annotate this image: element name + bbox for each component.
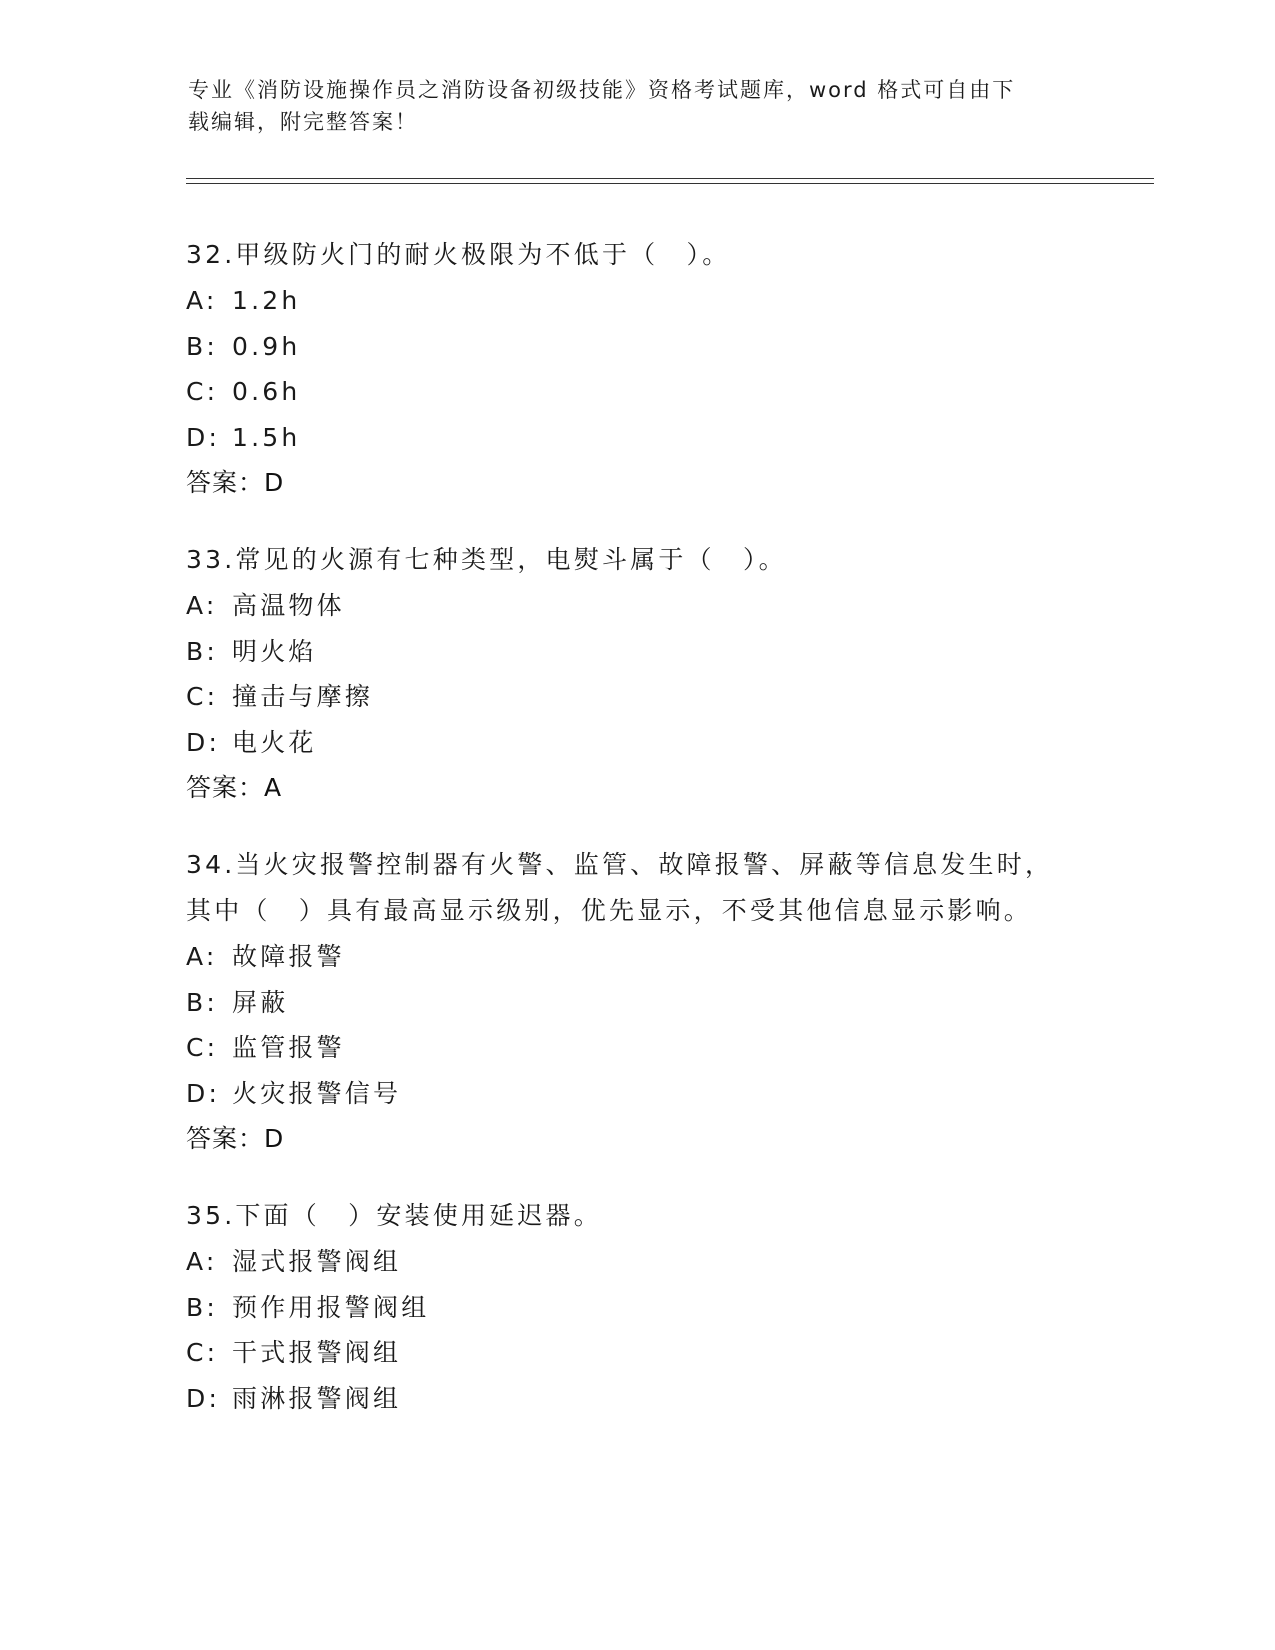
question-title-line-1: 34.当火灾报警控制器有火警、监管、故障报警、屏蔽等信息发生时， — [186, 850, 1054, 879]
option-b — [186, 1285, 1086, 1331]
option-d — [186, 720, 1086, 766]
option-letter: C: — [186, 682, 219, 711]
option-d — [186, 415, 1086, 461]
question-34 — [186, 842, 1086, 1161]
option-letter: D: — [186, 727, 221, 757]
option-text: 1.5h — [232, 422, 301, 452]
option-text: 监管报警 — [232, 1033, 345, 1062]
question-title: 35.下面（ ）安装使用延迟器。 — [186, 1201, 602, 1230]
option-letter: B: — [186, 1292, 218, 1322]
question-35 — [186, 1193, 1086, 1421]
answer-text: 答案：D — [186, 468, 285, 497]
option-text: 撞击与摩擦 — [232, 682, 374, 711]
header-line-2: 载编辑，附完整答案！ — [188, 110, 418, 134]
option-text: 故障报警 — [232, 942, 345, 971]
option-c — [186, 674, 1086, 720]
option-c — [186, 369, 1086, 415]
option-letter: A: — [186, 942, 218, 971]
option-text: 雨淋报警阀组 — [232, 1383, 402, 1413]
option-c — [186, 1025, 1086, 1071]
question-title: 32.甲级防火门的耐火极限为不低于（ ）。 — [186, 240, 731, 269]
option-text: 预作用报警阀组 — [232, 1292, 430, 1322]
option-letter: C: — [186, 1033, 219, 1062]
option-letter: D: — [186, 422, 221, 452]
option-a — [186, 1239, 1086, 1285]
question-list — [186, 232, 1086, 1453]
option-letter: D: — [186, 1383, 221, 1413]
answer-text: 答案：D — [186, 1124, 285, 1153]
option-a — [186, 278, 1086, 324]
option-letter: A: — [186, 286, 218, 315]
option-c — [186, 1330, 1086, 1376]
option-b — [186, 980, 1086, 1026]
option-letter: D: — [186, 1078, 221, 1108]
option-text: 干式报警阀组 — [232, 1338, 402, 1367]
option-letter: B: — [186, 331, 218, 361]
option-letter: C: — [186, 1338, 219, 1367]
document-header — [188, 74, 1088, 138]
option-text: 1.2h — [232, 286, 301, 315]
option-d — [186, 1071, 1086, 1117]
option-b — [186, 629, 1086, 675]
option-text: 高温物体 — [232, 591, 345, 620]
option-text: 0.9h — [232, 331, 301, 361]
option-b — [186, 324, 1086, 370]
question-title: 33.常见的火源有七种类型，电熨斗属于（ ）。 — [186, 545, 787, 574]
option-letter: C: — [186, 377, 219, 406]
option-text: 屏蔽 — [232, 987, 289, 1017]
question-title-line-2: 其中（ ）具有最高显示级别，优先显示，不受其他信息显示影响。 — [186, 896, 1033, 925]
option-a — [186, 934, 1086, 980]
option-letter: B: — [186, 636, 218, 666]
option-text: 明火焰 — [232, 636, 317, 666]
header-divider-bottom — [186, 183, 1154, 184]
option-a — [186, 583, 1086, 629]
answer-text: 答案：A — [186, 773, 283, 802]
question-33 — [186, 537, 1086, 810]
header-divider-top — [186, 178, 1154, 179]
option-text: 0.6h — [232, 377, 301, 406]
option-text: 火灾报警信号 — [232, 1078, 402, 1108]
option-text: 电火花 — [232, 727, 317, 757]
question-32 — [186, 232, 1086, 505]
option-letter: A: — [186, 591, 218, 620]
option-letter: B: — [186, 987, 218, 1017]
option-text: 湿式报警阀组 — [232, 1247, 402, 1276]
header-line-1: 专业《消防设施操作员之消防设备初级技能》资格考试题库，word 格式可自由下 — [188, 78, 1016, 102]
option-letter: A: — [186, 1247, 218, 1276]
option-d — [186, 1376, 1086, 1422]
